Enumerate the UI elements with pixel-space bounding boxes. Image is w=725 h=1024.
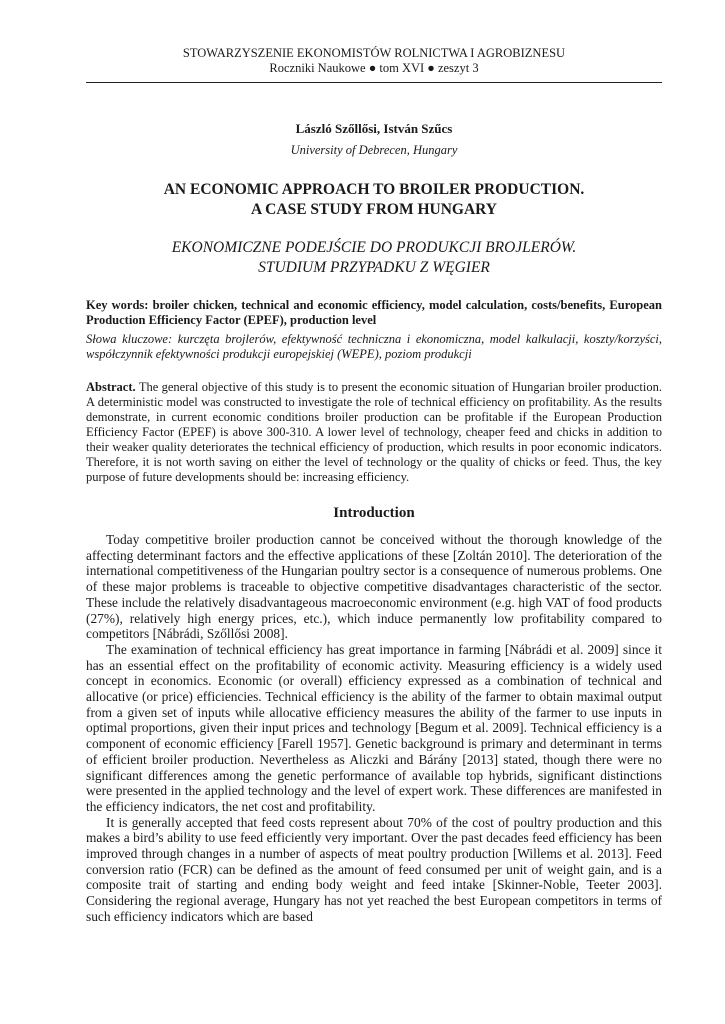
running-header — [86, 46, 662, 76]
keywords-polish: Słowa kluczowe: kurczęta brojlerów, efektywność techniczna i ekonomiczna, model kalkulacji, koszty/korzyści, współczynnik efektywności produkcji europejskiej (WEPE), poziom produkcji — [86, 332, 662, 361]
title-english-line-2: A CASE STUDY FROM HUNGARY — [250, 201, 498, 218]
intro-paragraph: It is generally accepted that feed costs represent about 70% of the cost of poultry production and this makes a bird’s ability to use feed efficiently very important. Over the past decades feed efficiency has been improved through changes in a number of aspects of meat poultry production [Willems et al. 2013]. Feed conversion ratio (FCR) can be defined as the amount of feed consumed per unit of weight gain, and is a composite trait of starting and ending body weight and feed intake [Skinner-Noble, Teeter 2003]. Considering the regional average, Hungary has not yet reached the best European competitors in terms of such efficiency indicators which are based — [86, 814, 662, 924]
header-organization: STOWARZYSZENIE EKONOMISTÓW ROLNICTWA I AGROBIZNESU — [182, 46, 566, 60]
authors: László Szőllősi, István Szűcs — [295, 121, 453, 136]
title-english-line-1: AN ECONOMIC APPROACH TO BROILER PRODUCTION. — [163, 181, 585, 198]
abstract-label: Abstract. — [86, 380, 136, 394]
title-polish — [86, 238, 662, 278]
header-journal: Roczniki Naukowe ● tom XVI ● zeszyt 3 — [269, 61, 479, 75]
abstract — [86, 380, 662, 485]
page — [86, 46, 662, 925]
title-english — [86, 180, 662, 220]
section-heading-introduction: Introduction — [333, 505, 415, 521]
keywords-english: Key words: broiler chicken, technical and economic efficiency, model calculation, costs/benefits, European Production Efficiency Factor (EPEF), production level — [86, 298, 662, 327]
affiliation: University of Debrecen, Hungary — [290, 143, 458, 157]
intro-paragraph: Today competitive broiler production cannot be conceived without the thorough knowledge of the affecting determinant factors and the effective applications of these [Zoltán 2010]. The deterioration of the international competitiveness of the Hungarian poultry sector is a consequence of numerous problems. One of these major problems is traceable to objective competitive disadvantages characteristic of the sector. These include the relatively disadvantageous macroeconomic environment (e.g. high VAT of food products (27%), relatively high energy prices, etc.), which induce permanently low profitability compared to competitors [Nábrádi, Szőllősi 2008]. — [86, 532, 662, 642]
title-polish-line-1: EKONOMICZNE PODEJŚCIE DO PRODUKCJI BROJLERÓW. — [171, 239, 577, 256]
abstract-text: The general objective of this study is to present the economic situation of Hungarian broiler production. A deterministic model was constructed to investigate the role of technical efficiency on profitability. As the results demonstrate, in current economic conditions broiler production can be profitable if the European Production Efficiency Factor (EPEF) is above 300-310. A lower level of technology, cheaper feed and chicks in addition to their weaker quality deteriorates the technical efficiency of production, which results in poor economic indicators. Therefore, it is not worth saving on either the level of technology or the quality of chicks or feed. Thus, the key purpose of future developments should be: increasing efficiency. — [86, 380, 662, 484]
title-polish-line-2: STUDIUM PRZYPADKU Z WĘGIER — [258, 259, 490, 276]
intro-paragraph: The examination of technical efficiency has great importance in farming [Nábrádi et al. 2009] since it has an essential effect on the profitability of economic activity. Measuring efficiency is a widely used concept in economics. Economic (or overall) efficiency expressed as a combination of technical and allocative (or price) efficiencies. Technical efficiency is the ability of the farmer to obtain maximal output from a given set of inputs while allocative efficiency measures the ability of the farmer to use inputs in optimal proportions, given their input prices and technology [Begum et al. 2009]. Technical efficiency is a component of economic efficiency [Farell 1957]. Genetic background is primary and determinant in terms of efficient broiler production. Nevertheless as Aliczki and Bárány [2013] stated, though there were no significant differences among the genetic performance of available top hybrids, significant distinctions were presented in the applied technology and the level of expert work. These differences are manifested in the efficiency indicators, the net cost and profitability. — [86, 641, 662, 814]
header-divider — [86, 82, 662, 83]
